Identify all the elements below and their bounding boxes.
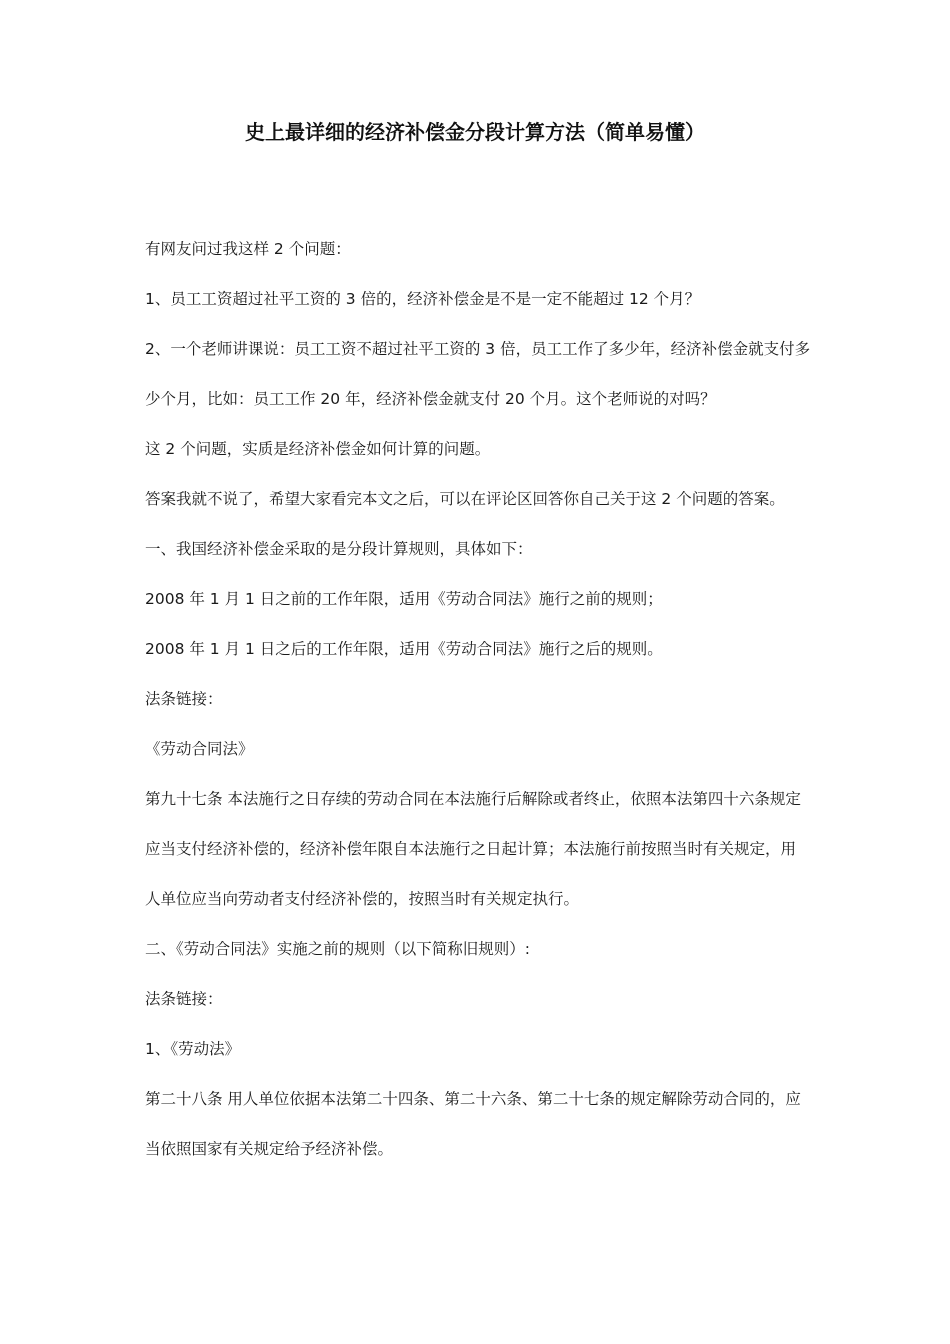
paragraph-intro: 有网友问过我这样 2 个问题： bbox=[145, 240, 351, 258]
paragraph-article-28: 第二十八条 用人单位依据本法第二十四条、第二十六条、第二十七条的规定解除劳动合同的，应当依照国家有关规定给予经济补偿。 bbox=[145, 1090, 801, 1158]
document-body bbox=[145, 224, 811, 1174]
section-heading-1: 一、我国经济补偿金采取的是分段计算规则，具体如下： bbox=[145, 540, 533, 558]
paragraph-question-1: 1、员工工资超过社平工资的 3 倍的，经济补偿金是不是一定不能超过 12 个月？ bbox=[145, 290, 701, 308]
paragraph-law-link-label-2: 法条链接： bbox=[145, 990, 223, 1008]
paragraph-after-2008: 2008 年 1 月 1 日之后的工作年限，适用《劳动合同法》施行之后的规则。 bbox=[145, 640, 663, 658]
paragraph-before-2008: 2008 年 1 月 1 日之前的工作年限，适用《劳动合同法》施行之前的规则； bbox=[145, 590, 663, 608]
paragraph-law-link-label: 法条链接： bbox=[145, 690, 223, 708]
paragraph-question-2: 2、一个老师讲课说：员工工资不超过社平工资的 3 倍，员工工作了多少年，经济补偿金就支付多少个月，比如：员工工作 20 年，经济补偿金就支付 20 个月。这个老师说的对吗？ bbox=[145, 340, 811, 408]
paragraph-law-name: 《劳动合同法》 bbox=[145, 740, 254, 758]
paragraph-essence: 这 2 个问题，实质是经济补偿金如何计算的问题。 bbox=[145, 440, 491, 458]
paragraph-answer-note: 答案我就不说了，希望大家看完本文之后，可以在评论区回答你自己关于这 2 个问题的答案。 bbox=[145, 490, 785, 508]
paragraph-labor-law-name: 1、《劳动法》 bbox=[145, 1040, 241, 1058]
paragraph-article-97: 第九十七条 本法施行之日存续的劳动合同在本法施行后解除或者终止，依照本法第四十六条规定应当支付经济补偿的，经济补偿年限自本法施行之日起计算；本法施行前按照当时有关规定，用人单位应当向劳动者支付经济补偿的，按照当时有关规定执行。 bbox=[145, 790, 801, 908]
document-title: 史上最详细的经济补偿金分段计算方法（简单易懂） bbox=[245, 120, 705, 144]
section-heading-2: 二、《劳动合同法》实施之前的规则（以下简称旧规则）: bbox=[145, 940, 530, 958]
